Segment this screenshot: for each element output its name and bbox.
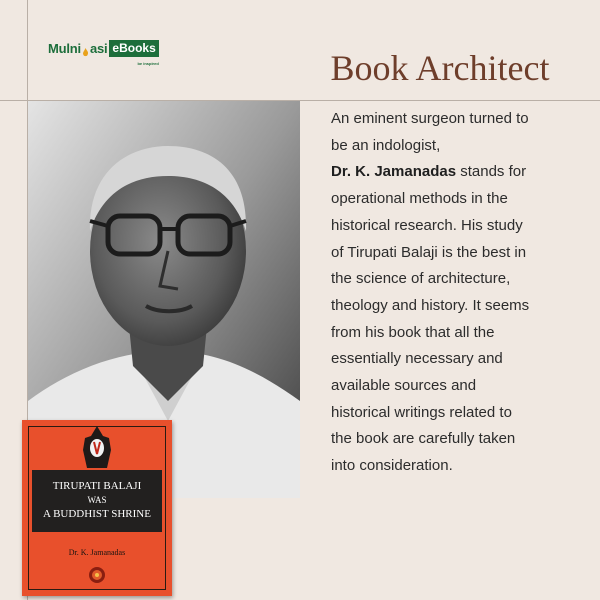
description-line: from his book that all the — [331, 323, 495, 341]
description-line: into consideration. — [331, 457, 453, 475]
book-title-panel — [32, 470, 162, 532]
book-title-line3: A BUDDHIST SHRINE — [43, 508, 151, 520]
description-line: historical research. His study — [331, 216, 523, 234]
brand-ebooks-box — [109, 40, 159, 66]
book-title-line1: TIRUPATI BALAJI — [52, 480, 142, 492]
brand-name-part1: Mulni — [48, 40, 81, 56]
book-title-line2: WAS — [87, 495, 107, 505]
description-line: the science of architecture, — [331, 270, 511, 288]
book-cover-image — [22, 420, 172, 596]
description-line — [331, 159, 591, 186]
brand-logo — [48, 38, 159, 66]
description-line: essentially necessary and — [331, 350, 503, 368]
temple-emblem-icon — [77, 424, 117, 470]
brand-ebooks-label: eBooks — [112, 40, 156, 55]
description-line: the book are carefully taken — [331, 430, 516, 448]
description-line: historical writings related to — [331, 403, 512, 421]
brand-name-part2: asi — [89, 40, 108, 56]
brand-tagline: be inspired — [137, 60, 159, 66]
page-title: Book Architect — [330, 48, 550, 88]
book-author: Dr. K. Jamanadas — [68, 548, 126, 557]
description-line: theology and history. It seems — [331, 296, 530, 314]
description-line: be an indologist, — [331, 136, 441, 154]
description-line: of Tirupati Balaji is the best in — [331, 243, 527, 261]
flame-icon — [82, 44, 89, 53]
lotus-icon — [88, 566, 106, 584]
description-line-rest: stands for — [456, 163, 527, 181]
description-line: An eminent surgeon turned to — [331, 110, 529, 127]
author-description — [331, 106, 591, 480]
description-line: operational methods in the — [331, 190, 508, 208]
author-name-bold: Dr. K. Jamanadas — [331, 163, 457, 181]
description-line: available sources and — [331, 377, 477, 395]
